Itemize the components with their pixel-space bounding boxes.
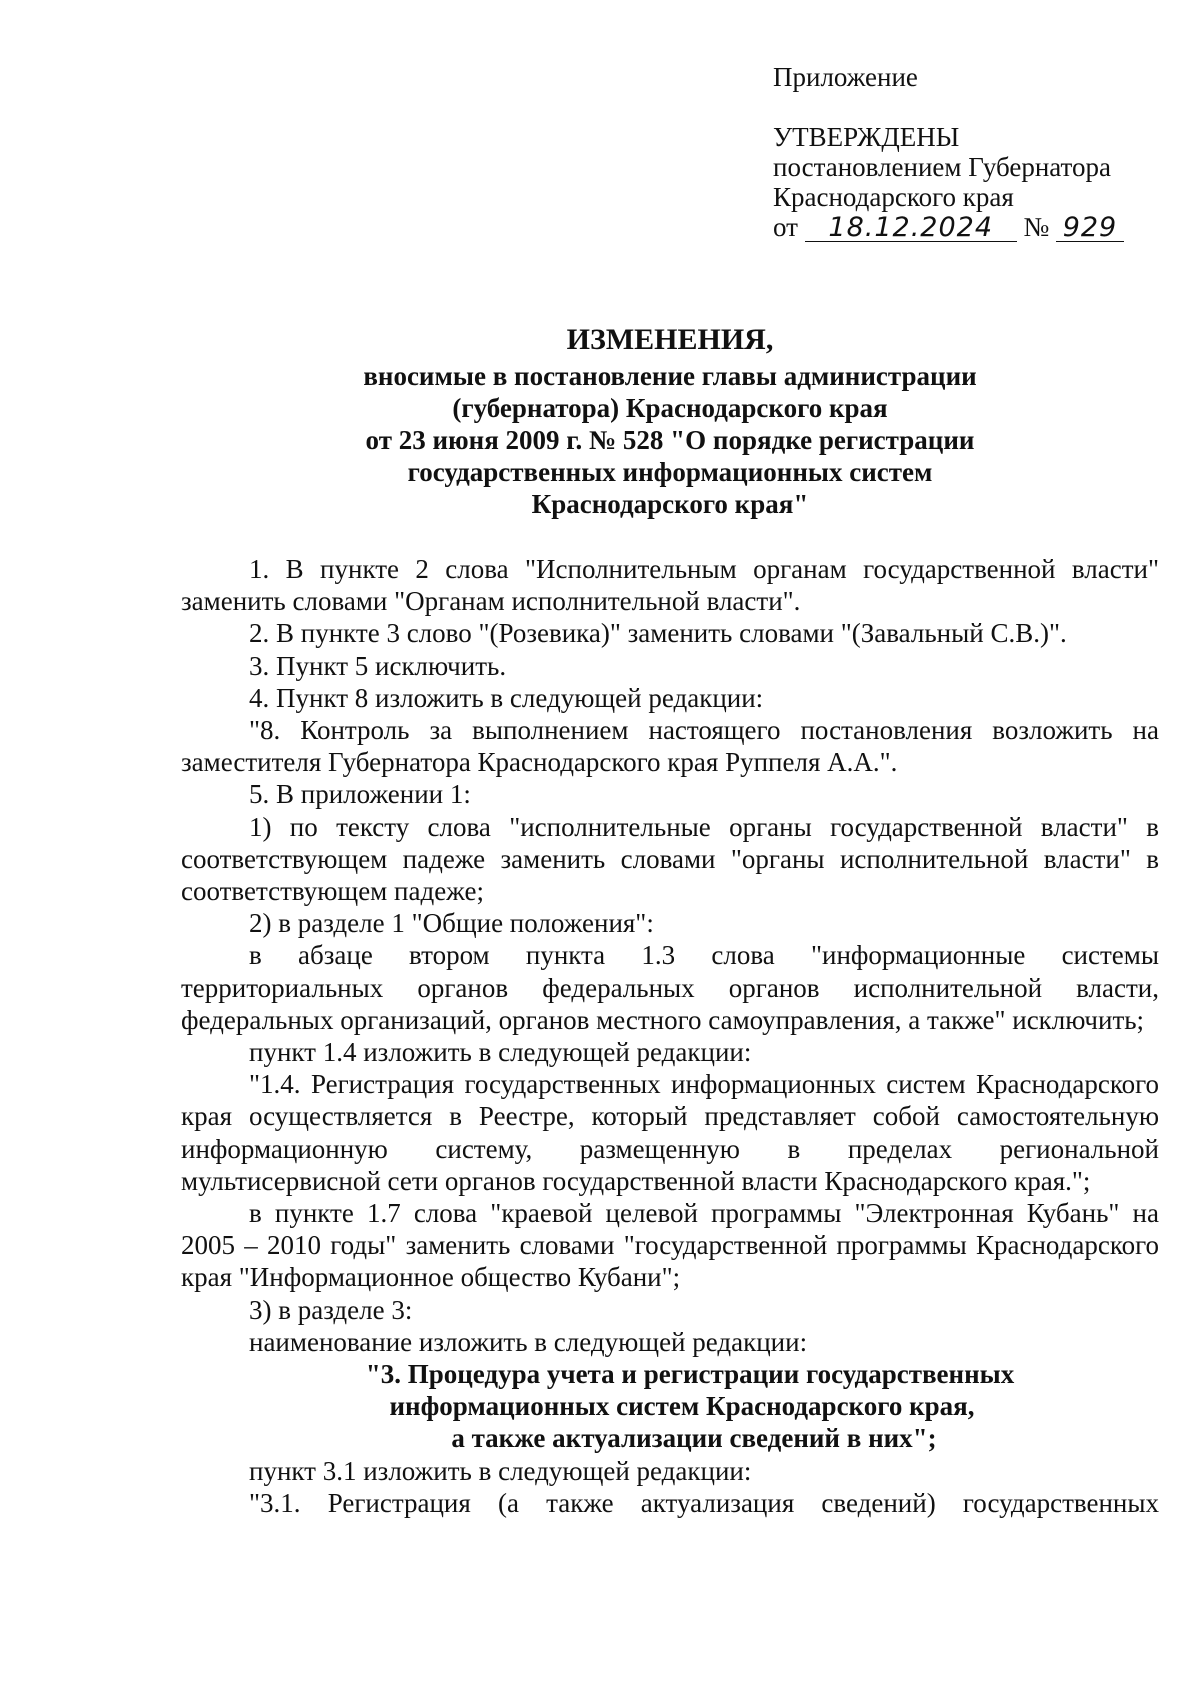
paragraph-4: 4. Пункт 8 изложить в следующей редакции: <box>249 682 764 713</box>
paragraph-13: 3) в разделе 3: <box>249 1294 413 1325</box>
appendix-label: Приложение <box>773 62 918 92</box>
date-prefix: от <box>773 212 798 242</box>
paragraph-16: "3.1. Регистрация (а также актуализация сведений) государственных <box>249 1487 1159 1518</box>
handwritten-number: 929 <box>1056 215 1124 242</box>
region-line: Краснодарского края <box>773 182 1014 212</box>
paragraph-7: 1) по тексту слова "исполнительные органы государственной власти" в соответствующем падеже заменить словами "органы исполнительной власти" в соответствующем падеже; <box>181 811 1159 907</box>
section-title-line: а также актуализации сведений в них"; <box>451 1423 937 1454</box>
paragraph-12: в пункте 1.7 слова "краевой целевой программы "Электронная Кубань" на 2005 – 2010 годы" заменить словами "государственной программы Краснодарского края "Информационное общество Кубани"; <box>181 1198 1159 1293</box>
title-line: от 23 июня 2009 г. № 528 "О порядке регистрации <box>365 425 975 455</box>
paragraph-3: 3. Пункт 5 исключить. <box>249 650 507 681</box>
handwritten-date: 18.12.2024 <box>805 215 1017 242</box>
title-line: (губернатора) Краснодарского края <box>452 393 888 423</box>
paragraph-6: 5. В приложении 1: <box>249 779 471 810</box>
decree-line: постановлением Губернатора <box>773 152 1111 182</box>
paragraph-15: пункт 3.1 изложить в следующей редакции: <box>249 1455 752 1486</box>
paragraph-10: пункт 1.4 изложить в следующей редакции: <box>249 1037 752 1068</box>
paragraph-5: "8. Контроль за выполнением настоящего постановления возложить на заместителя Губернатора Краснодарского края Руппеля А.А.". <box>181 715 1159 778</box>
paragraph-14: наименование изложить в следующей редакции: <box>249 1326 808 1357</box>
paragraph-11: "1.4. Регистрация государственных информационных систем Краснодарского края осуществляется в Реестре, который представляет собой самостоятельную информационную систему, размещенную в пределах региональной мультисервисной сети органов государственной власти Краснодарского края."; <box>181 1069 1159 1196</box>
document-title <box>180 324 1160 520</box>
paragraph-2: 2. В пункте 3 слово "(Розевика)" заменить словами "(Завальный С.В.)". <box>249 618 1067 649</box>
paragraph-8: 2) в разделе 1 "Общие положения": <box>249 908 654 939</box>
title-line: государственных информационных систем <box>407 457 933 487</box>
title-line: вносимые в постановление главы администрации <box>363 361 977 391</box>
date-number-line <box>773 212 1173 242</box>
number-prefix: № <box>1023 212 1050 242</box>
title-main: ИЗМЕНЕНИЯ, <box>566 323 774 356</box>
section-title-line: "3. Процедура учета и регистрации государственных <box>365 1359 1015 1390</box>
document-body <box>181 553 1159 1519</box>
section-title-line: информационных систем Краснодарского края, <box>389 1391 975 1422</box>
paragraph-1: 1. В пункте 2 слова "Исполнительным органам государственной власти" заменить словами "Органам исполнительной власти". <box>181 554 1159 617</box>
approval-header <box>773 62 1173 242</box>
title-line: Краснодарского края" <box>531 489 809 519</box>
paragraph-9: в абзаце втором пункта 1.3 слова "информационные системы территориальных органов федеральных органов исполнительной власти, федеральных организаций, органов местного самоуправления, а также" исключить; <box>181 940 1159 1035</box>
approved-label: УТВЕРЖДЕНЫ <box>773 122 960 152</box>
